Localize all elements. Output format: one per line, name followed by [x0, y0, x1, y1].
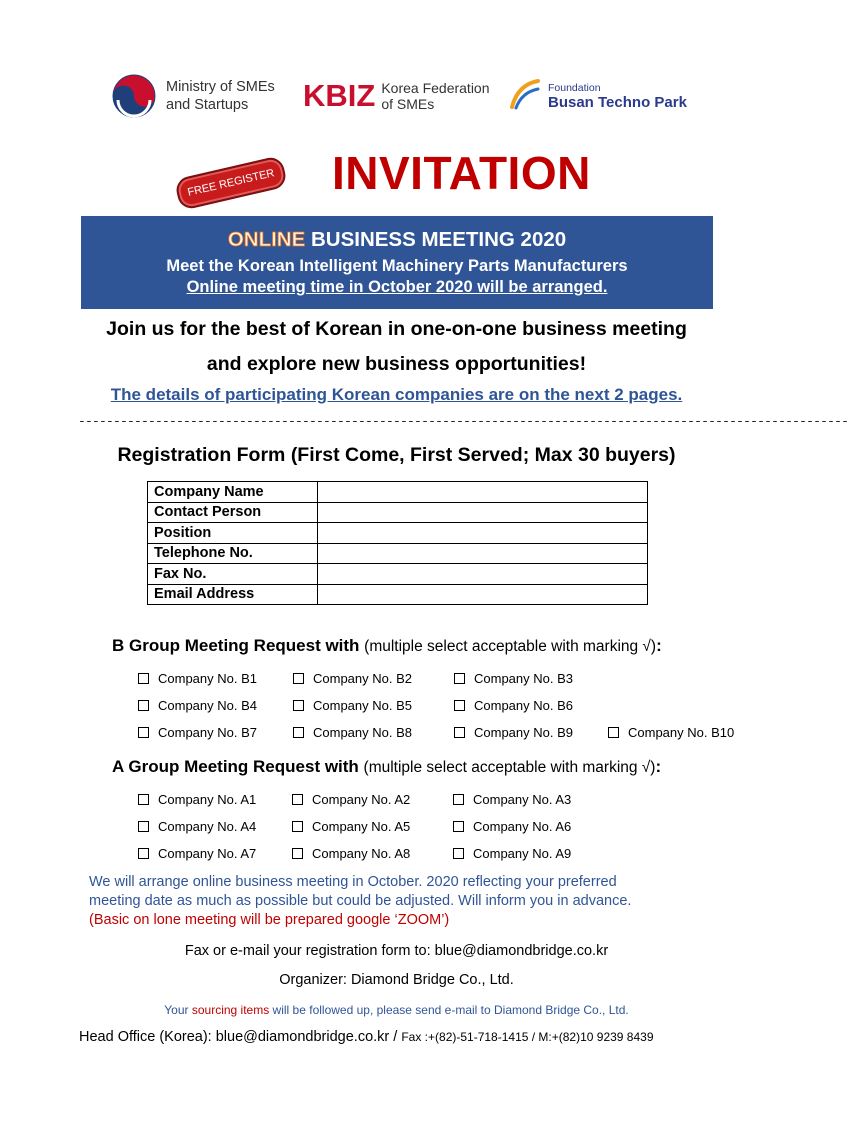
- checkbox-option-a3[interactable]: [453, 792, 571, 807]
- option-label: Company No. B4: [158, 698, 257, 713]
- kbiz-wordmark: KBIZ: [303, 78, 376, 113]
- checkbox-option-a8[interactable]: [292, 846, 410, 861]
- head-office-email: Head Office (Korea): blue@diamondbridge.co.kr /: [79, 1029, 402, 1045]
- email-field[interactable]: [318, 584, 648, 605]
- kbiz-name-line2: of SMEs: [381, 96, 435, 112]
- busan-techno-park-logo: [508, 76, 687, 116]
- form-row-fax: [148, 564, 648, 585]
- checkbox-option-a4[interactable]: [138, 819, 256, 834]
- intro-line2: and explore new business opportunities!: [206, 353, 587, 375]
- banner-schedule: Online meeting time in October 2020 will be arranged.: [186, 278, 608, 296]
- arrangement-note: [89, 873, 729, 930]
- form-row-telephone: [148, 543, 648, 564]
- checkbox-icon[interactable]: [138, 727, 149, 738]
- details-link[interactable]: The details of participating Korean companies are on the next 2 pages.: [110, 385, 683, 404]
- option-label: Company No. B5: [313, 698, 412, 713]
- checkbox-icon[interactable]: [138, 673, 149, 684]
- form-label: Company Name: [148, 482, 318, 503]
- option-label: Company No. B2: [313, 671, 412, 686]
- registration-form-table: [147, 481, 648, 605]
- checkbox-icon[interactable]: [293, 700, 304, 711]
- option-label: Company No. A3: [473, 792, 572, 807]
- checkbox-icon[interactable]: [138, 794, 149, 805]
- banner-online-word: ONLINE: [227, 228, 306, 251]
- follow-up-note: [0, 1003, 793, 1017]
- checkbox-option-b6[interactable]: [454, 698, 573, 713]
- organizer: Organizer: Diamond Bridge Co., Ltd.: [279, 972, 514, 988]
- option-label: Company No. A8: [312, 846, 411, 861]
- btp-name-line2: Busan Techno Park: [548, 93, 687, 111]
- form-row-company-name: [148, 482, 648, 503]
- free-register-stamp: FREE REGISTER: [174, 155, 288, 211]
- event-banner: [81, 216, 713, 309]
- follow-up-post: will be followed up, please send e-mail to Diamond Bridge Co., Ltd.: [269, 1003, 629, 1017]
- checkbox-icon[interactable]: [138, 821, 149, 832]
- banner-headline-rest: BUSINESS MEETING 2020: [305, 228, 567, 251]
- checkbox-option-b5[interactable]: [293, 698, 412, 713]
- contact-person-field[interactable]: [318, 502, 648, 523]
- follow-up-highlight: sourcing items: [191, 1003, 270, 1017]
- checkbox-option-b3[interactable]: [454, 671, 573, 686]
- checkbox-option-b1[interactable]: [138, 671, 257, 686]
- a-group-heading-text: A Group Meeting Request with: [112, 757, 364, 776]
- checkbox-icon[interactable]: [292, 821, 303, 832]
- checkbox-option-b9[interactable]: [454, 725, 573, 740]
- form-row-position: [148, 523, 648, 544]
- follow-up-pre: Your: [164, 1003, 192, 1017]
- b-group-heading: [112, 636, 662, 656]
- option-label: Company No. B1: [158, 671, 257, 686]
- option-label: Company No. A2: [312, 792, 411, 807]
- b-group-colon: :: [656, 636, 662, 655]
- checkbox-option-b8[interactable]: [293, 725, 412, 740]
- form-label: Fax No.: [148, 564, 318, 585]
- option-label: Company No. B3: [474, 671, 573, 686]
- checkbox-icon[interactable]: [292, 794, 303, 805]
- checkbox-option-b7[interactable]: [138, 725, 257, 740]
- checkbox-option-a5[interactable]: [292, 819, 410, 834]
- checkbox-option-b2[interactable]: [293, 671, 412, 686]
- registration-form-title: Registration Form (First Come, First Served; Max 30 buyers): [117, 444, 676, 466]
- form-label: Email Address: [148, 584, 318, 605]
- taeguk-icon: [112, 74, 156, 118]
- b-group-heading-text: B Group Meeting Request with: [112, 636, 365, 655]
- option-label: Company No. A1: [158, 792, 257, 807]
- checkbox-option-a9[interactable]: [453, 846, 571, 861]
- kbiz-logo: [303, 72, 490, 120]
- btp-swoosh-icon: [508, 77, 542, 116]
- fax-email-instruction: Fax or e-mail your registration form to: blue@diamondbridge.co.kr: [184, 943, 609, 959]
- form-label: Contact Person: [148, 502, 318, 523]
- checkbox-option-a6[interactable]: [453, 819, 571, 834]
- checkbox-icon[interactable]: [293, 727, 304, 738]
- company-name-field[interactable]: [318, 482, 648, 503]
- btp-name-line1: Foundation: [548, 81, 601, 94]
- option-label: Company No. B9: [474, 725, 573, 740]
- page-title: INVITATION: [332, 147, 591, 199]
- intro-line1: Join us for the best of Korean in one-on-one business meeting: [106, 318, 687, 340]
- checkbox-icon[interactable]: [454, 700, 465, 711]
- checkbox-option-a2[interactable]: [292, 792, 410, 807]
- kbiz-name-line1: Korea Federation: [381, 80, 490, 96]
- ministry-name-line1: Ministry of SMEs: [166, 79, 275, 95]
- option-label: Company No. A7: [158, 846, 257, 861]
- b-group-note: (multiple select acceptable with marking √): [364, 638, 657, 655]
- checkbox-icon[interactable]: [138, 848, 149, 859]
- checkbox-icon[interactable]: [454, 727, 465, 738]
- option-label: Company No. B10: [628, 725, 735, 740]
- form-row-email: [148, 584, 648, 605]
- checkbox-icon[interactable]: [454, 673, 465, 684]
- checkbox-icon[interactable]: [453, 848, 464, 859]
- checkbox-option-b4[interactable]: [138, 698, 257, 713]
- checkbox-icon[interactable]: [138, 700, 149, 711]
- ministry-logo: [112, 72, 275, 120]
- option-label: Company No. A5: [312, 819, 411, 834]
- ministry-name-line2: and Startups: [166, 97, 249, 113]
- option-label: Company No. A9: [473, 846, 572, 861]
- arrangement-line1: We will arrange online business meeting in October. 2020 reflecting your preferred: [89, 874, 617, 890]
- checkbox-option-a7[interactable]: [138, 846, 256, 861]
- option-label: Company No. A4: [158, 819, 257, 834]
- telephone-field[interactable]: [318, 543, 648, 564]
- a-group-heading: [112, 757, 661, 777]
- form-row-contact-person: [148, 502, 648, 523]
- checkbox-icon[interactable]: [453, 821, 464, 832]
- banner-headline: [81, 228, 713, 252]
- banner-subline: Meet the Korean Intelligent Machinery Parts Manufacturers: [166, 257, 628, 275]
- form-label: Telephone No.: [148, 543, 318, 564]
- a-group-note: (multiple select acceptable with marking √): [363, 759, 656, 776]
- arrangement-line3: (Basic on lone meeting will be prepared google ‘ZOOM’): [89, 912, 450, 928]
- a-group-colon: :: [655, 757, 662, 776]
- head-office-phone: Fax :+(82)-51-718-1415 / M:+(82)10 9239 8439: [401, 1030, 654, 1044]
- checkbox-option-a1[interactable]: [138, 792, 256, 807]
- fax-field[interactable]: [318, 564, 648, 585]
- option-label: Company No. B6: [474, 698, 573, 713]
- checkbox-icon[interactable]: [608, 727, 619, 738]
- checkbox-option-b10[interactable]: [608, 725, 734, 740]
- option-label: Company No. A6: [473, 819, 572, 834]
- position-field[interactable]: [318, 523, 648, 544]
- option-label: Company No. B7: [158, 725, 257, 740]
- checkbox-icon[interactable]: [292, 848, 303, 859]
- option-label: Company No. B8: [313, 725, 412, 740]
- checkbox-icon[interactable]: [453, 794, 464, 805]
- head-office-contact: [79, 1029, 654, 1045]
- dashed-divider: --------------------------------------------------------------------------------------------------------------: [78, 414, 848, 429]
- arrangement-line2: meeting date as much as possible but could be adjusted. Will inform you in advance.: [89, 893, 632, 909]
- form-label: Position: [148, 523, 318, 544]
- checkbox-icon[interactable]: [293, 673, 304, 684]
